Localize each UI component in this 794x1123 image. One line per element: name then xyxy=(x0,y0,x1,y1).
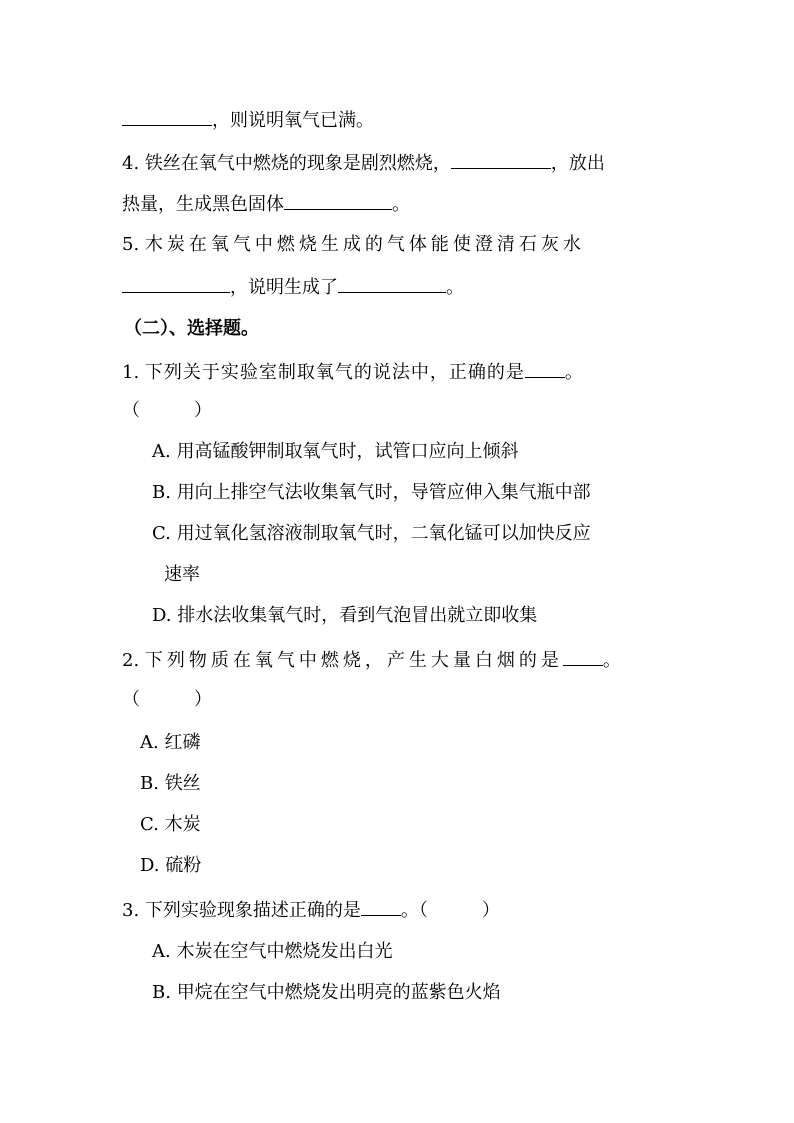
answer-blank xyxy=(451,148,551,169)
fill-in-q5-line1 xyxy=(122,231,674,259)
option-letter: D. xyxy=(140,855,160,876)
question-1-stem: 1. 下列关于实验室制取氧气的说法中，正确的是 。 xyxy=(122,357,674,385)
option-a xyxy=(140,729,440,757)
fill-in-q4-line1: 4. 铁丝在氧气中燃烧的现象是剧烈燃烧， ，放出 xyxy=(122,148,674,176)
option-c-continuation: 速率 xyxy=(164,564,200,585)
question-text: 铁丝在氧气中燃烧的现象是剧烈燃烧， xyxy=(144,153,451,174)
option-letter: B. xyxy=(152,982,171,1003)
option-letter: D. xyxy=(152,605,172,626)
option-text: 铁丝 xyxy=(164,773,201,794)
answer-parentheses: （ ） xyxy=(122,400,212,421)
option-letter: A. xyxy=(152,941,171,962)
question-3-stem: 3. 下列实验现象描述正确的是 。（ ） xyxy=(122,895,674,923)
fill-in-q5-line2: ，说明生成了 。 xyxy=(122,272,682,300)
option-text: 用高锰酸钾制取氧气时，试管口应向上倾斜 xyxy=(176,441,519,462)
option-letter: C. xyxy=(152,523,171,544)
question-text: 下列物质在氧气中燃烧，产生大量白烟的是 xyxy=(144,650,563,671)
question-number: 5. xyxy=(122,234,140,255)
question-text: 木炭在氧气中燃烧生成的气体能使澄清石灰水 xyxy=(144,234,585,255)
option-b xyxy=(152,979,692,1007)
question-text: 下列关于实验室制取氧气的说法中，正确的是 xyxy=(144,362,525,383)
option-letter: A. xyxy=(140,732,159,753)
answer-blank xyxy=(361,895,401,916)
answer-blank xyxy=(122,105,212,126)
option-b xyxy=(152,479,692,507)
fill-in-q4-line2: 热量，生成黑色固体 。 xyxy=(122,189,682,217)
question-number: 4. xyxy=(122,153,140,174)
option-d xyxy=(152,602,692,630)
answer-blank xyxy=(338,272,446,293)
option-a xyxy=(152,438,692,466)
section-title: （二）、选择题。 xyxy=(124,318,259,339)
question-number: 3. xyxy=(122,900,140,921)
answer-parentheses: （ ） xyxy=(122,689,212,710)
option-text: 红磷 xyxy=(164,732,201,753)
question-2-stem: 2. 下列物质在氧气中燃烧，产生大量白烟的是 。 xyxy=(122,645,674,673)
option-text: 用向上排空气法收集氧气时，导管应伸入集气瓶中部 xyxy=(176,482,591,503)
option-text: 排水法收集氧气时，看到气泡冒出就立即收集 xyxy=(177,605,538,626)
option-letter: A. xyxy=(152,441,171,462)
option-text: 硫粉 xyxy=(165,855,202,876)
option-text: 木炭 xyxy=(164,814,201,835)
option-letter: C. xyxy=(140,814,159,835)
option-text: 木炭在空气中燃烧发出白光 xyxy=(176,941,393,962)
option-text: 用过氧化氢溶液制取氧气时，二氧化锰可以加快反应 xyxy=(176,523,591,544)
option-a xyxy=(152,938,692,966)
answer-blank xyxy=(122,272,230,293)
option-d xyxy=(140,852,440,880)
option-b xyxy=(140,770,440,798)
fill-in-q3-tail: ，则说明氧气已满。 xyxy=(122,105,682,133)
question-number: 1. xyxy=(122,362,140,383)
question-text: 下列实验现象描述正确的是 xyxy=(144,900,361,921)
answer-blank xyxy=(563,645,603,666)
answer-blank xyxy=(284,189,392,210)
option-c xyxy=(140,811,440,839)
option-text: 甲烷在空气中燃烧发出明亮的蓝紫色火焰 xyxy=(176,982,501,1003)
option-letter: B. xyxy=(140,773,159,794)
answer-blank xyxy=(525,357,565,378)
option-letter: B. xyxy=(152,482,171,503)
option-c xyxy=(152,520,692,548)
question-number: 2. xyxy=(122,650,140,671)
